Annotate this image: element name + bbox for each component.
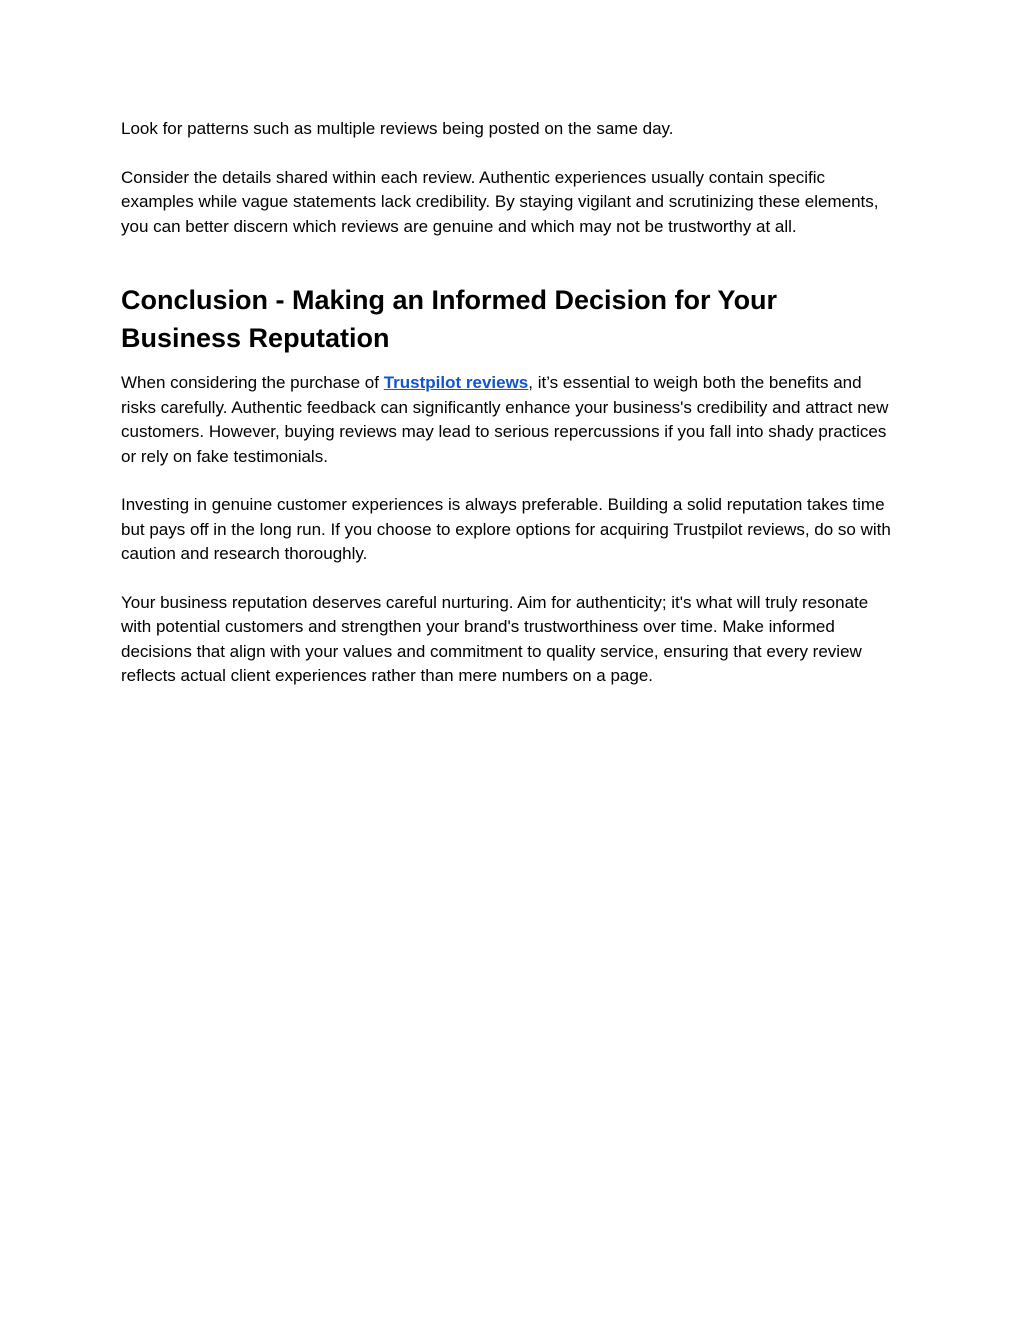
paragraph-text-before-link: When considering the purchase of (121, 373, 384, 393)
paragraph-conclusion-1 (121, 371, 901, 469)
paragraph-conclusion-3: Your business reputation deserves careful nurturing. Aim for authenticity; it's what will truly resonate with potential customers and strengthen your brand's trustworthiness over time. Make informed decisions that align with your values and commitment to quality service, ensuring that every review reflects actual client experiences rather than mere numbers on a page. (121, 593, 869, 686)
paragraph-patterns: Look for patterns such as multiple reviews being posted on the same day. (121, 119, 674, 138)
paragraph-text-after-link: , it’s essential to weigh both the benefits and risks carefully. Authentic feedback can significantly enhance your business's credibility and attract new customers. However, buying reviews may lead to serious repercussions if you fall into shady practices or rely on fake testimonials. (121, 373, 889, 466)
paragraph-conclusion-2: Investing in genuine customer experiences is always preferable. Building a solid reputation takes time but pays off in the long run. If you choose to explore options for acquiring Trustpilot reviews, do so with caution and research thoroughly. (121, 495, 891, 564)
paragraph-details: Consider the details shared within each review. Authentic experiences usually contain specific examples while vague statements lack credibility. By staying vigilant and scrutinizing these elements, you can better discern which reviews are genuine and which may not be trustworthy at all. (121, 167, 879, 236)
document-page (121, 117, 901, 713)
section-heading: Conclusion - Making an Informed Decision for Your Business Reputation (121, 285, 778, 354)
trustpilot-reviews-link[interactable]: Trustpilot reviews (383, 373, 529, 393)
